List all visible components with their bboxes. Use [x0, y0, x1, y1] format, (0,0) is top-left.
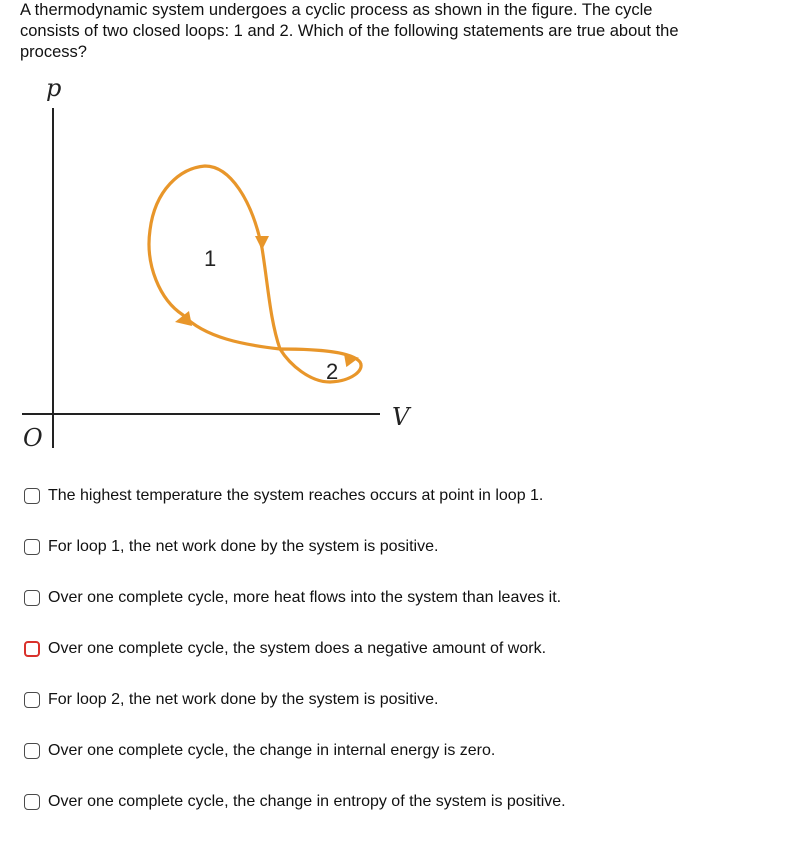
checkbox-icon[interactable]	[24, 641, 40, 657]
option-5-text: For loop 2, the net work done by the system is positive.	[48, 691, 439, 708]
option-6-text: Over one complete cycle, the change in internal energy is zero.	[48, 742, 496, 759]
pv-diagram	[0, 70, 440, 460]
option-2[interactable]	[24, 535, 438, 559]
x-axis-label: V	[392, 403, 410, 431]
checkbox-icon[interactable]	[24, 692, 40, 708]
checkbox-icon[interactable]	[24, 794, 40, 810]
option-4-text: Over one complete cycle, the system does a negative amount of work.	[48, 640, 547, 657]
option-6[interactable]	[24, 739, 495, 763]
cycle-loop-2-curve	[280, 349, 361, 382]
y-axis-label: p	[46, 74, 62, 102]
loop-2-label: 2	[326, 359, 339, 384]
option-3[interactable]	[24, 586, 561, 610]
option-5[interactable]	[24, 688, 438, 712]
checkbox-icon[interactable]	[24, 539, 40, 555]
option-7-text: Over one complete cycle, the change in entropy of the system is positive.	[48, 793, 566, 810]
option-4[interactable]	[24, 637, 546, 661]
checkbox-icon[interactable]	[24, 488, 40, 504]
checkbox-icon[interactable]	[24, 743, 40, 759]
option-3-text: Over one complete cycle, more heat flows into the system than leaves it.	[48, 589, 562, 606]
arrow-icon	[175, 311, 192, 326]
question-text: A thermodynamic system undergoes a cyclic process as shown in the figure. The cycle consists of two closed loops: 1 and 2. Which of the following statements are true about the process?	[20, 1, 679, 61]
origin-label: O	[23, 424, 43, 452]
option-7[interactable]	[24, 790, 566, 814]
loop-1-label: 1	[204, 246, 217, 271]
option-2-text: For loop 1, the net work done by the system is positive.	[48, 538, 439, 555]
checkbox-icon[interactable]	[24, 590, 40, 606]
arrow-icon	[255, 236, 269, 250]
option-1-text: The highest temperature the system reaches occurs at point in loop 1.	[48, 487, 544, 504]
option-1[interactable]	[24, 484, 543, 508]
